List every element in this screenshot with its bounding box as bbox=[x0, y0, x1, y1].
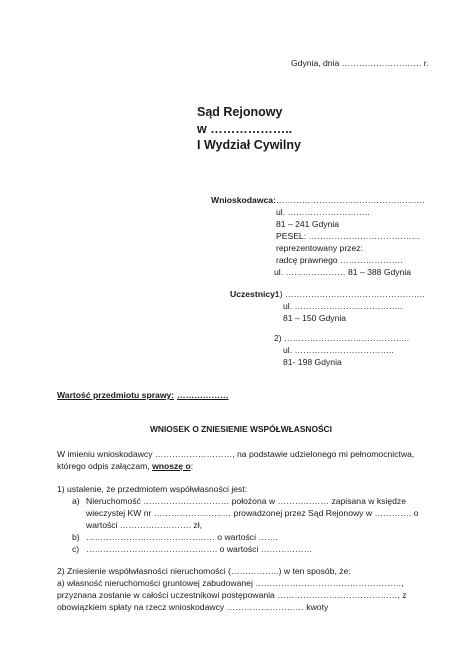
document-title: WNIOSEK O ZNIESIENIE WSPÓŁWŁASNOŚCI bbox=[150, 424, 332, 434]
court-city: w ……………….. bbox=[197, 122, 293, 136]
request-phrase: wnoszę o bbox=[152, 461, 191, 471]
item-a-line-2: wieczystej KW nr ……………………… prowadzonej przez Sąd Rejonowy w …………. o bbox=[86, 508, 419, 518]
item-2-b: przyznana zostanie w całości uczestnikowi postępowania ……………………………………, z bbox=[57, 590, 407, 600]
applicant-name: ……………………………………………. bbox=[276, 195, 425, 205]
intro-line-1: W imieniu wnioskodawcy ………………………, na podstawie udzielonego mi pełnomocnictwa, bbox=[57, 449, 415, 459]
participant-2-street: ul. …………………………….. bbox=[283, 345, 394, 355]
applicant-street: ul. ……………………….. bbox=[276, 207, 370, 217]
item-c-line: ………………………………………. o wartości ……………… bbox=[86, 544, 313, 554]
applicant-pesel: PESEL: ………………………………… bbox=[276, 231, 421, 241]
item-a-line-1: Nieruchomość ………………………… położona w ……………… zapisana w księdze bbox=[86, 496, 406, 506]
applicant-represented: reprezentowany przez: bbox=[276, 243, 363, 253]
place-date: Gdynia, dnia ………………………. r. bbox=[291, 58, 429, 68]
case-value-label: Wartość przedmiotu sprawy: bbox=[57, 390, 175, 400]
intro-colon: : bbox=[190, 461, 194, 471]
court-division: I Wydział Cywilny bbox=[197, 138, 301, 152]
applicant-label: Wnioskodawca: bbox=[211, 195, 276, 205]
participant-2: 2) …………………………………….. bbox=[274, 333, 410, 343]
applicant-counsel: radcę prawnego …………………. bbox=[276, 255, 403, 265]
item-a-line-3: wartości ……………………. zł, bbox=[86, 520, 203, 530]
item-b-marker: b) bbox=[72, 532, 80, 542]
item-a-marker: a) bbox=[72, 496, 80, 506]
participant-1: 1) …………………………………………. bbox=[275, 289, 425, 299]
applicant-city: 81 – 241 Gdynia bbox=[276, 219, 340, 229]
item-1: 1) ustalenie, że przedmiotem współwłasności jest: bbox=[57, 484, 248, 494]
intro-text: którego odpis załączam, bbox=[57, 461, 153, 471]
item-2: 2) Zniesienie współwłasności nieruchomości (……………..) w ten sposób, że: bbox=[57, 566, 351, 576]
item-2-a: a) własność nieruchomości gruntowej zabudowanej ……………………………………………, bbox=[57, 578, 404, 588]
participant-1-street: ul. ……………………………….. bbox=[283, 301, 403, 311]
item-c-marker: c) bbox=[72, 544, 80, 554]
participant-1-city: 81 – 150 Gdynia bbox=[283, 313, 347, 323]
item-b-line: ……………………………………… o wartości ……. bbox=[86, 532, 278, 542]
participant-2-city: 81- 198 Gdynia bbox=[283, 357, 342, 367]
court-name: Sąd Rejonowy bbox=[197, 105, 283, 119]
case-value-amount: ……………… bbox=[177, 390, 229, 400]
item-2-c: obowiązkiem spłaty na rzecz wnioskodawcy ……………………… kwoty bbox=[57, 602, 329, 612]
applicant-counsel-address: ul. ………………… 81 – 388 Gdynia bbox=[274, 267, 412, 277]
participants-label: Uczestnicy: bbox=[230, 289, 278, 299]
intro-line-2 bbox=[57, 461, 193, 472]
